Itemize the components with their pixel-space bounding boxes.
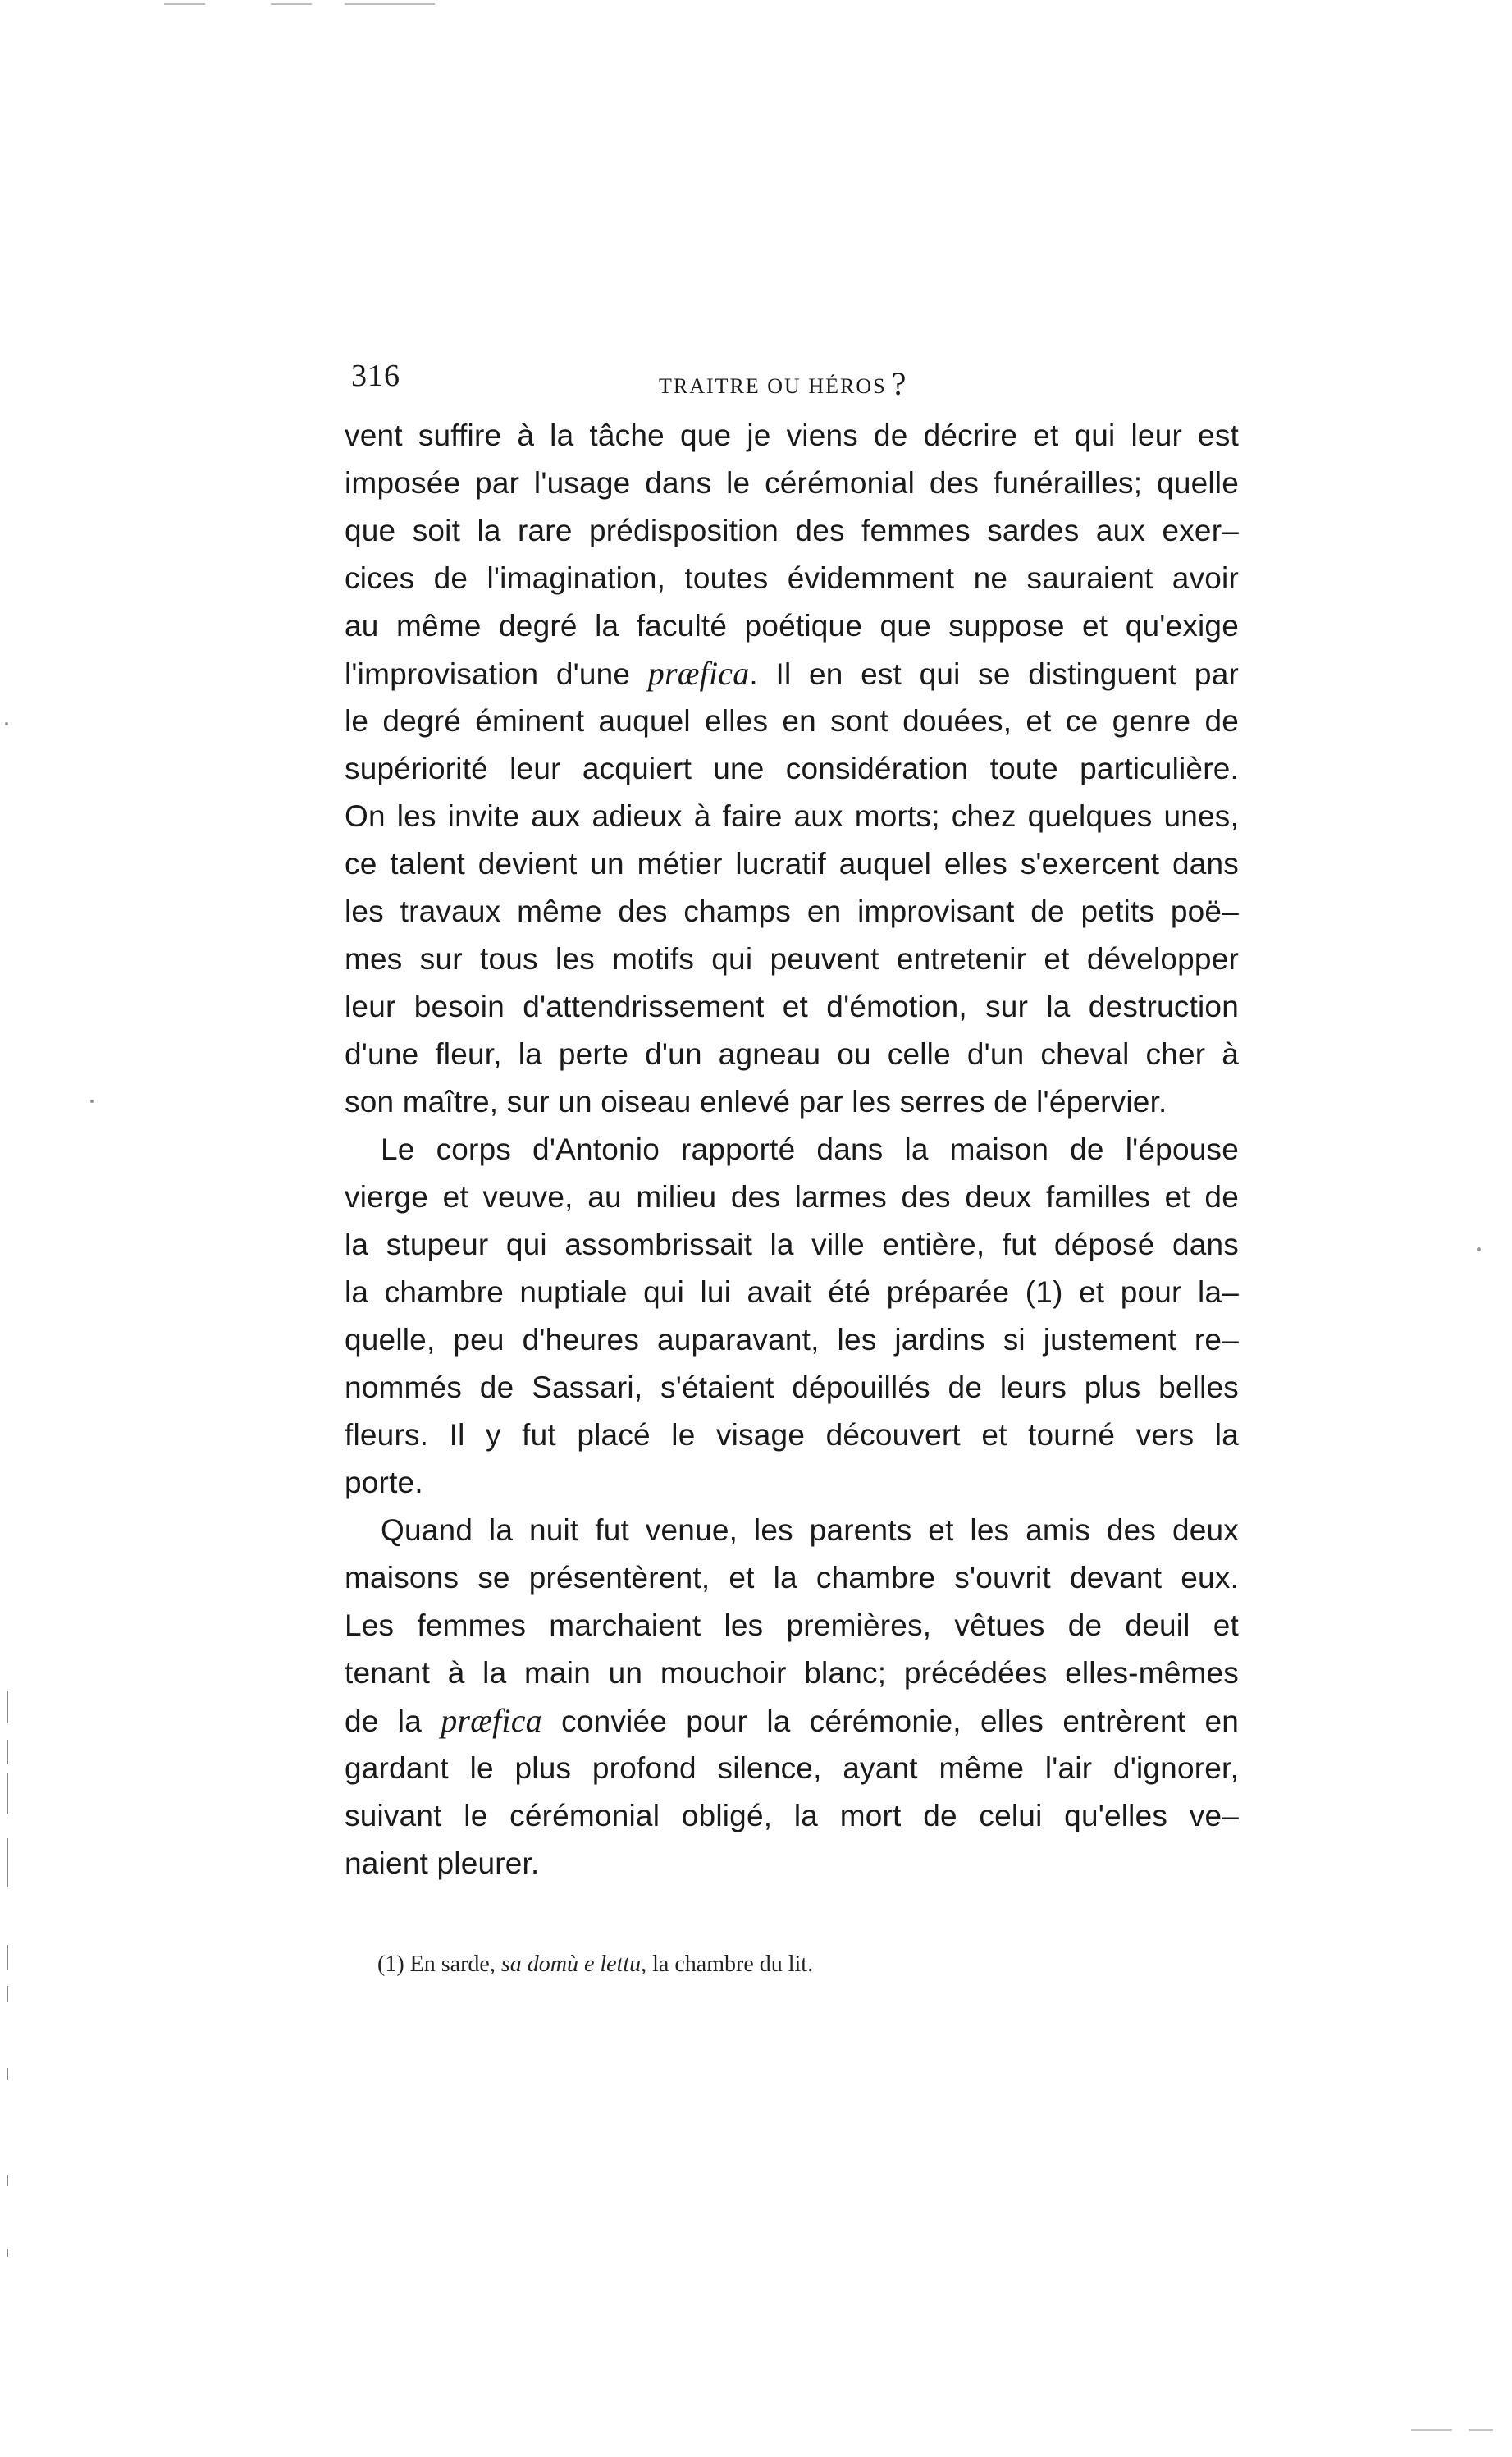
text-line: suivant le cérémonial obligé, la mort de celui qu'elles ve– <box>345 1799 1239 1832</box>
text-line-start: de la <box>345 1704 441 1738</box>
footnote-sarde-phrase: sa domù e lettu <box>500 1951 642 1977</box>
text-line: On les invite aux adieux à faire aux morts; chez quelques unes, <box>345 799 1239 833</box>
text-line: cices de l'imagination, toutes évidemment ne sauraient avoir <box>345 561 1239 595</box>
text-line: ce talent devient un métier lucratif auquel elles s'exercent dans <box>345 847 1239 881</box>
text-line <box>345 650 1239 698</box>
footnote-prefix: En sarde, <box>404 1951 501 1977</box>
page-number: 316 <box>351 359 400 393</box>
text-line: naient pleurer. <box>345 1846 540 1880</box>
margin-mark <box>7 1986 8 2002</box>
text-line: la chambre nuptiale qui lui avait été préparée (1) et pour la– <box>345 1275 1239 1309</box>
italic-term: præfica <box>441 1702 542 1739</box>
bottom-edge-rule <box>1411 2429 1452 2431</box>
top-edge-rule <box>271 3 312 5</box>
footnote-marker: (1) <box>377 1951 404 1977</box>
text-line: que soit la rare prédisposition des femmes sardes aux exer– <box>345 514 1239 547</box>
text-line: mes sur tous les motifs qui peuvent entretenir et développer <box>345 942 1239 976</box>
bottom-edge-rule <box>1469 2429 1493 2431</box>
text-line: au même degré la faculté poétique que suppose et qu'exige <box>345 609 1239 643</box>
text-line: supériorité leur acquiert une considération toute particulière. <box>345 752 1239 785</box>
text-line: leur besoin d'attendrissement et d'émotion, sur la destruction <box>345 990 1239 1023</box>
italic-term: præfica <box>647 655 750 692</box>
margin-mark <box>7 1838 8 1887</box>
text-line: le degré éminent auquel elles en sont douées, et ce genre de <box>345 704 1239 738</box>
text-line: Quand la nuit fut venue, les parents et les amis des deux <box>381 1513 1239 1547</box>
margin-mark <box>7 1773 8 1814</box>
text-line-start: l'improvisation d'une <box>345 657 648 691</box>
text-line: maisons se présentèrent, et la chambre s'ouvrit devant eux. <box>345 1561 1239 1595</box>
footnote <box>377 1948 1198 1981</box>
running-title-question-mark: ? <box>891 365 908 402</box>
top-edge-rule <box>164 3 205 5</box>
text-line <box>345 1697 1239 1745</box>
text-line: son maître, sur un oiseau enlevé par les serres de l'épervier. <box>345 1085 1167 1119</box>
page-header <box>351 358 1237 407</box>
margin-mark <box>7 1945 8 1970</box>
body-text <box>345 412 1239 1887</box>
text-line: vent suffire à la tâche que je viens de décrire et qui leur est <box>345 419 1239 452</box>
text-line-end: conviée pour la cérémonie, elles entrèrent en <box>541 1704 1239 1738</box>
text-line: Les femmes marchaient les premières, vêtues de deuil et <box>345 1608 1239 1642</box>
text-line: les travaux même des champs en improvisant de petits poë– <box>345 894 1239 928</box>
text-line: nommés de Sassari, s'étaient dépouillés de leurs plus belles <box>345 1370 1239 1404</box>
text-line: tenant à la main un mouchoir blanc; précédées elles-mêmes <box>345 1656 1239 1690</box>
text-line-end: . Il en est qui se distinguent par <box>749 657 1239 691</box>
text-line: Le corps d'Antonio rapporté dans la maison de l'épouse <box>381 1132 1239 1166</box>
text-line: vierge et veuve, au milieu des larmes des deux familles et de <box>345 1180 1239 1214</box>
top-edge-rule <box>345 3 435 5</box>
text-line: gardant le plus profond silence, ayant même l'air d'ignorer, <box>345 1751 1239 1785</box>
margin-speck <box>5 722 8 725</box>
margin-mark <box>7 1740 8 1764</box>
margin-mark <box>7 2175 8 2186</box>
footnote-suffix: , la chambre du lit. <box>641 1951 814 1977</box>
running-title-text: TRAITRE OU HÉROS <box>659 374 887 398</box>
margin-speck <box>1477 1247 1481 1251</box>
margin-speck <box>90 1100 94 1103</box>
text-line: imposée par l'usage dans le cérémonial des funérailles; quelle <box>345 466 1239 500</box>
margin-mark <box>7 2249 8 2257</box>
text-line: d'une fleur, la perte d'un agneau ou celle d'un cheval cher à <box>345 1037 1239 1071</box>
text-line: fleurs. Il y fut placé le visage découvert et tourné vers la <box>345 1418 1239 1452</box>
text-line: porte. <box>345 1466 423 1499</box>
margin-mark <box>7 2068 8 2080</box>
text-line: quelle, peu d'heures auparavant, les jardins si justement re– <box>345 1323 1239 1357</box>
margin-mark <box>7 1691 8 1723</box>
text-line: la stupeur qui assombrissait la ville entière, fut déposé dans <box>345 1228 1239 1261</box>
running-title <box>659 364 907 403</box>
